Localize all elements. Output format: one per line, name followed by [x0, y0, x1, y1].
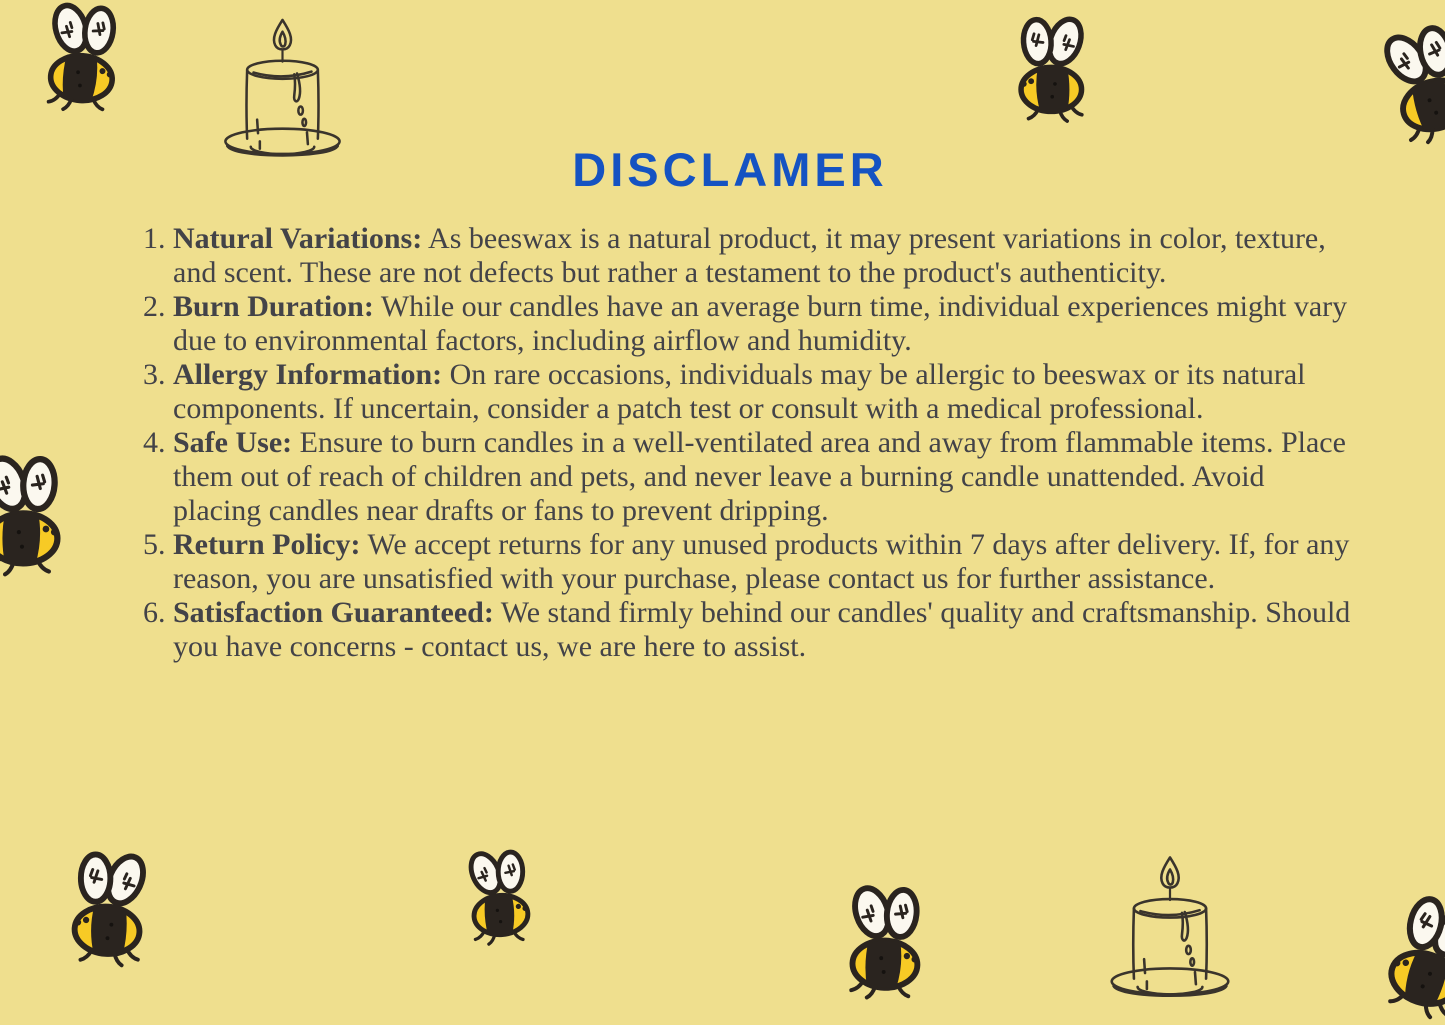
item-heading: Burn Duration:: [173, 290, 374, 323]
item-number: 3.: [143, 358, 166, 391]
candle-icon-top-left: [210, 12, 355, 172]
bee-icon-bottom-center: [816, 871, 958, 1019]
list-item: [143, 290, 1355, 358]
list-item: [143, 596, 1355, 664]
item-number: 5.: [143, 528, 166, 561]
item-heading: Natural Variations:: [173, 222, 423, 255]
candle-icon-bottom-right: [1096, 850, 1244, 1012]
item-number: 2.: [143, 290, 166, 323]
bee-icon-bottom-right: [1359, 885, 1445, 1025]
list-item: [143, 528, 1355, 596]
item-text: As beeswax is a natural product, it may present variations in color, texture, and scent. These are not defects but rather a testament to the product's authenticity.: [173, 222, 1326, 289]
disclaimer-list: [143, 222, 1355, 664]
bee-icon-bottom-center-left: [447, 842, 555, 956]
item-heading: Satisfaction Guaranteed:: [173, 596, 494, 629]
item-text: Ensure to burn candles in a well-ventilated area and away from flammable items. Place them out of reach of children and pets, and never leave a burning candle unattended. Avoid placing candles near drafts or fans to prevent dripping.: [173, 426, 1346, 527]
item-text: We stand firmly behind our candles' quality and craftsmanship. Should you have concerns - contact us, we are here to assist.: [173, 596, 1351, 663]
item-number: 6.: [143, 596, 166, 629]
bee-icon-bottom-left: [42, 842, 173, 980]
list-item: [143, 222, 1355, 290]
item-heading: Allergy Information:: [173, 358, 443, 391]
item-text: While our candles have an average burn time, individual experiences might vary due to environmental factors, including airflow and humidity.: [173, 290, 1348, 357]
item-text: We accept returns for any unused products within 7 days after delivery. If, for any reason, you are unsatisfied with your purchase, please contact us for further assistance.: [173, 528, 1350, 595]
list-item: [143, 426, 1355, 528]
bee-icon-top-right: [1366, 16, 1445, 156]
item-text: On rare occasions, individuals may be allergic to beeswax or its natural components. If uncertain, consider a patch test or consult with a medical professional.: [173, 358, 1306, 425]
item-number: 4.: [143, 426, 166, 459]
page-title: DISCLAMER: [572, 143, 888, 196]
bee-icon-top-left: [15, 0, 153, 132]
list-item: [143, 358, 1355, 426]
bee-icon-left-middle: [0, 433, 99, 602]
item-heading: Return Policy:: [173, 528, 361, 561]
item-heading: Safe Use:: [173, 426, 293, 459]
bee-icon-top-middle: [986, 5, 1114, 137]
item-number: 1.: [143, 222, 166, 255]
